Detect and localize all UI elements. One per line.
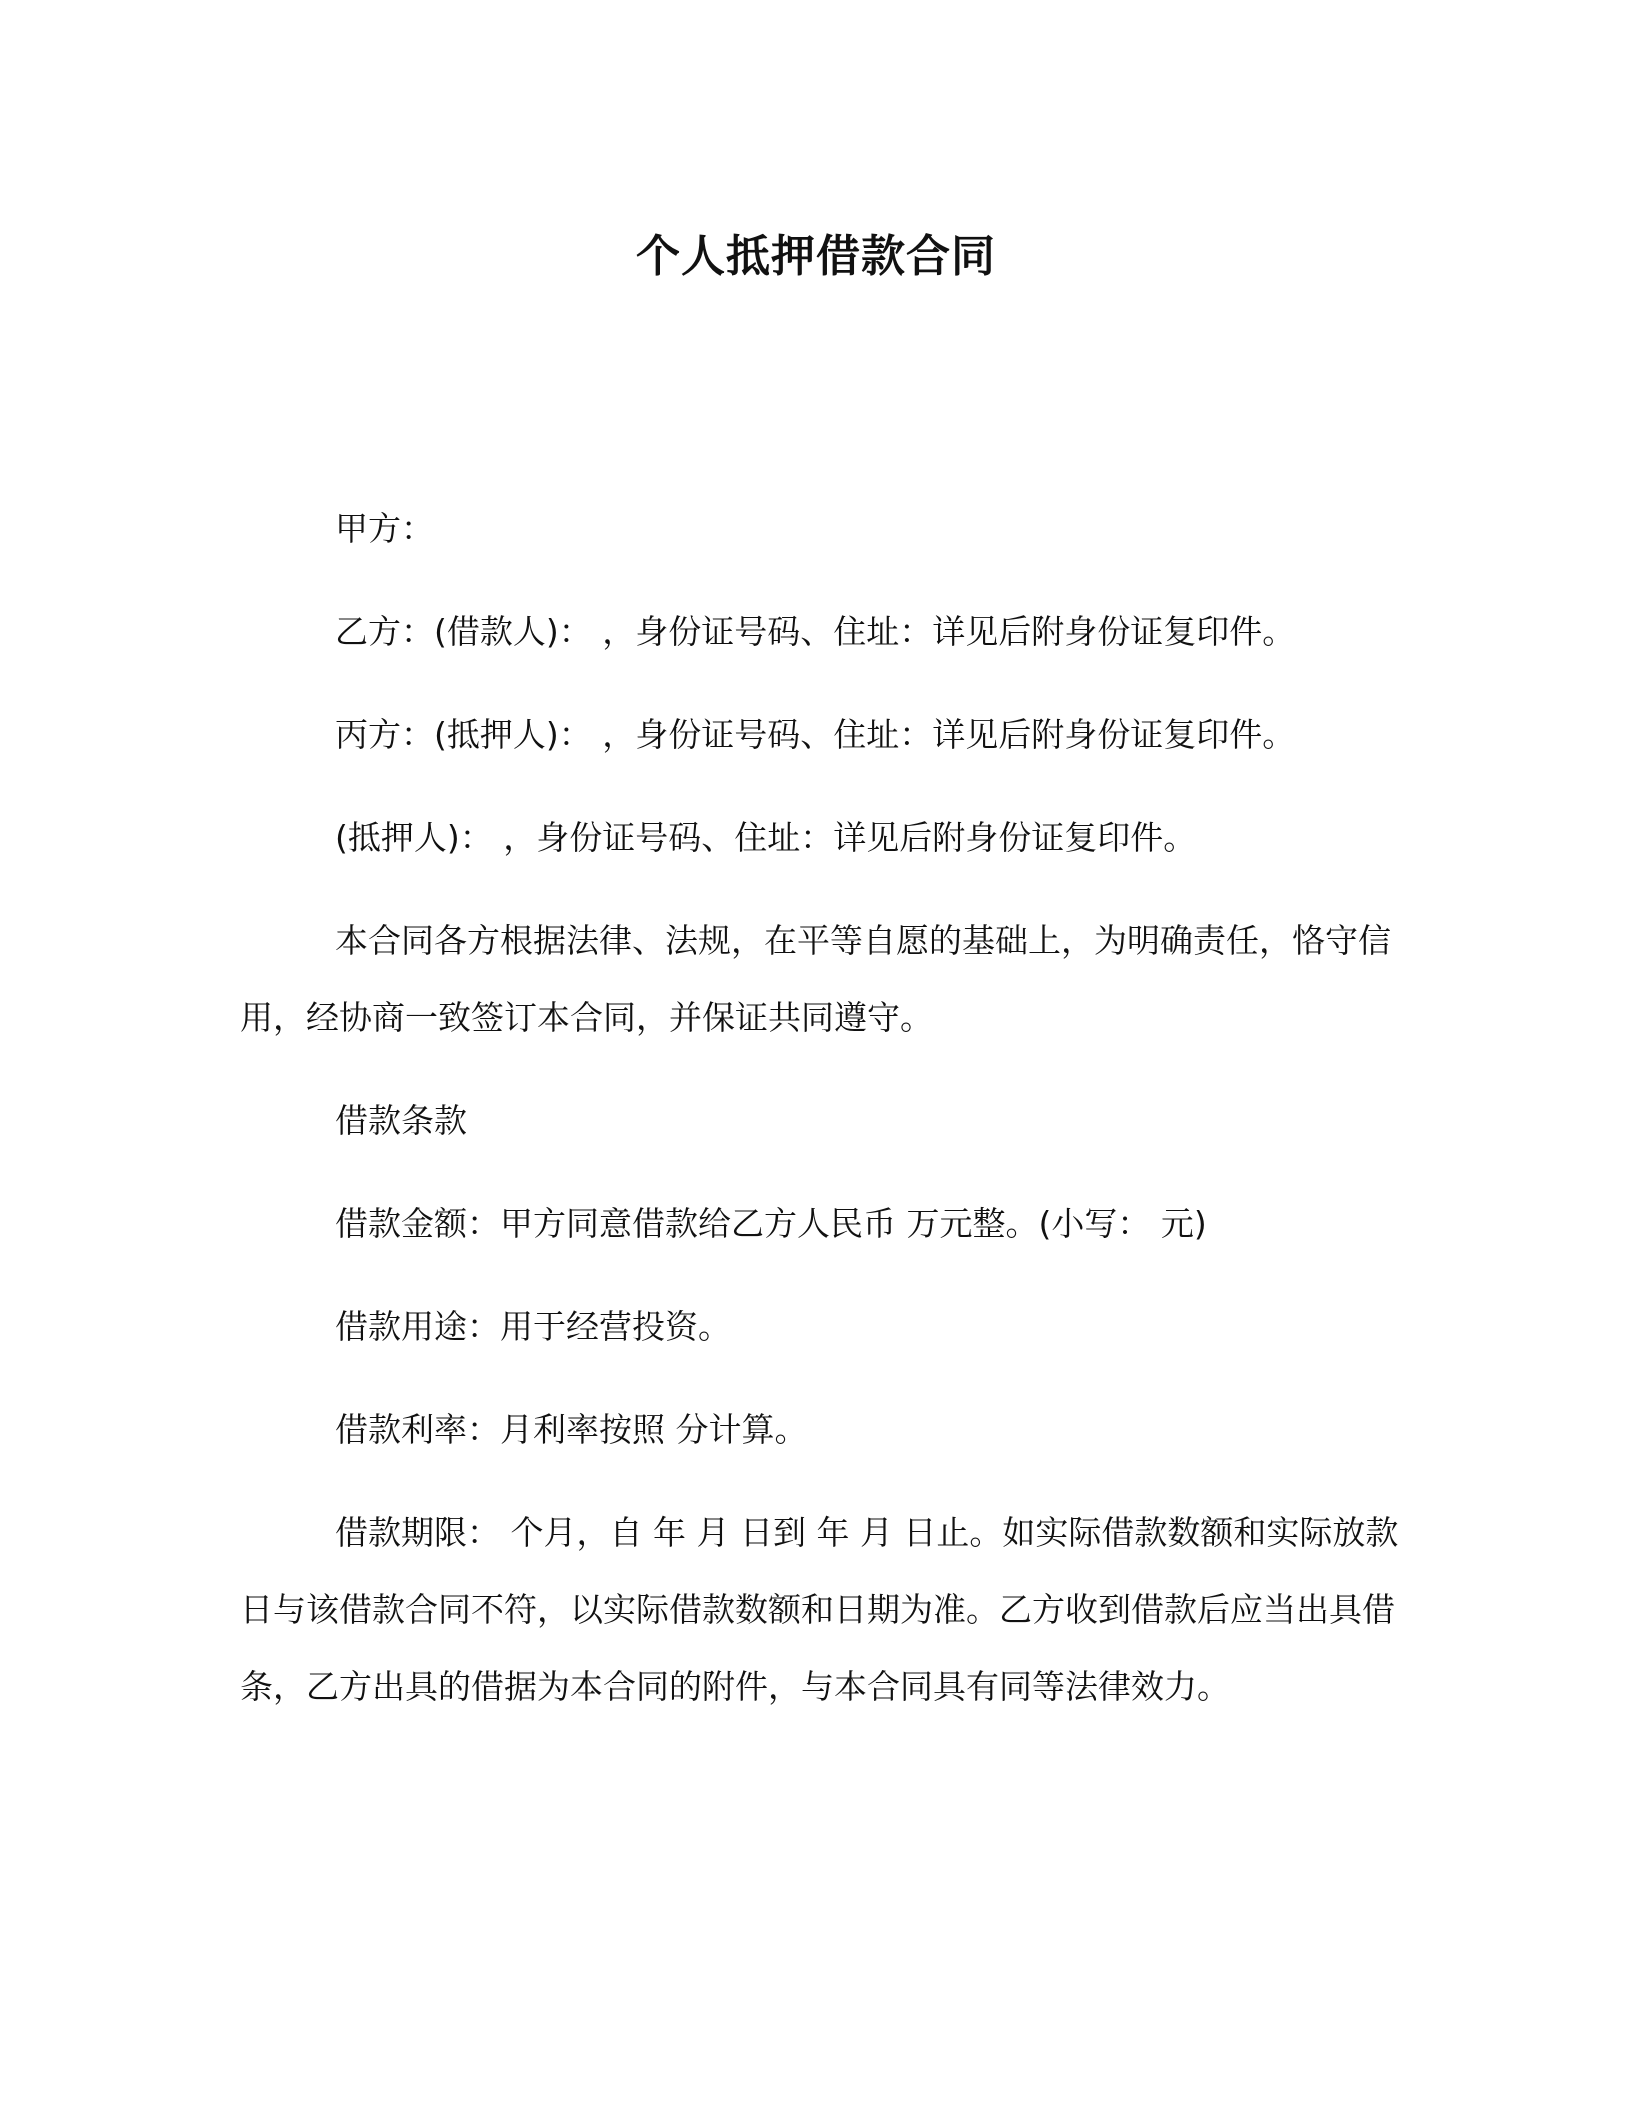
loan-purpose-line: 借款用途：用于经营投资。: [335, 1307, 731, 1346]
mortgagor-line: (抵押人)： ，身份证号码、住址：详见后附身份证复印件。: [335, 818, 1197, 857]
preamble-paragraph: 本合同各方根据法律、法规，在平等自愿的基础上，为明确责任，恪守信用，经协商一致签订本合同，并保证共同遵守。: [240, 921, 1391, 1037]
document-title: 个人抵押借款合同: [636, 231, 996, 282]
loan-amount-line: 借款金额：甲方同意借款给乙方人民币 万元整。(小写： 元): [335, 1204, 1207, 1243]
loan-rate-line: 借款利率：月利率按照 分计算。: [335, 1410, 808, 1449]
party-a-line: 甲方：: [335, 509, 434, 548]
section-heading-loan-terms: 借款条款: [335, 1101, 467, 1140]
party-c-line: 丙方：(抵押人)： ，身份证号码、住址：详见后附身份证复印件。: [335, 715, 1296, 754]
loan-term-paragraph: 借款期限： 个月，自 年 月 日到 年 月 日止。如实际借款数额和实际放款日与该借款合同不符，以实际借款数额和日期为准。乙方收到借款后应当出具借条，乙方出具的借据为本合同的附件，与本合同具有同等法律效力。: [240, 1513, 1399, 1706]
document-body: [240, 490, 1400, 1751]
party-b-line: 乙方：(借款人)： ，身份证号码、住址：详见后附身份证复印件。: [335, 612, 1296, 651]
